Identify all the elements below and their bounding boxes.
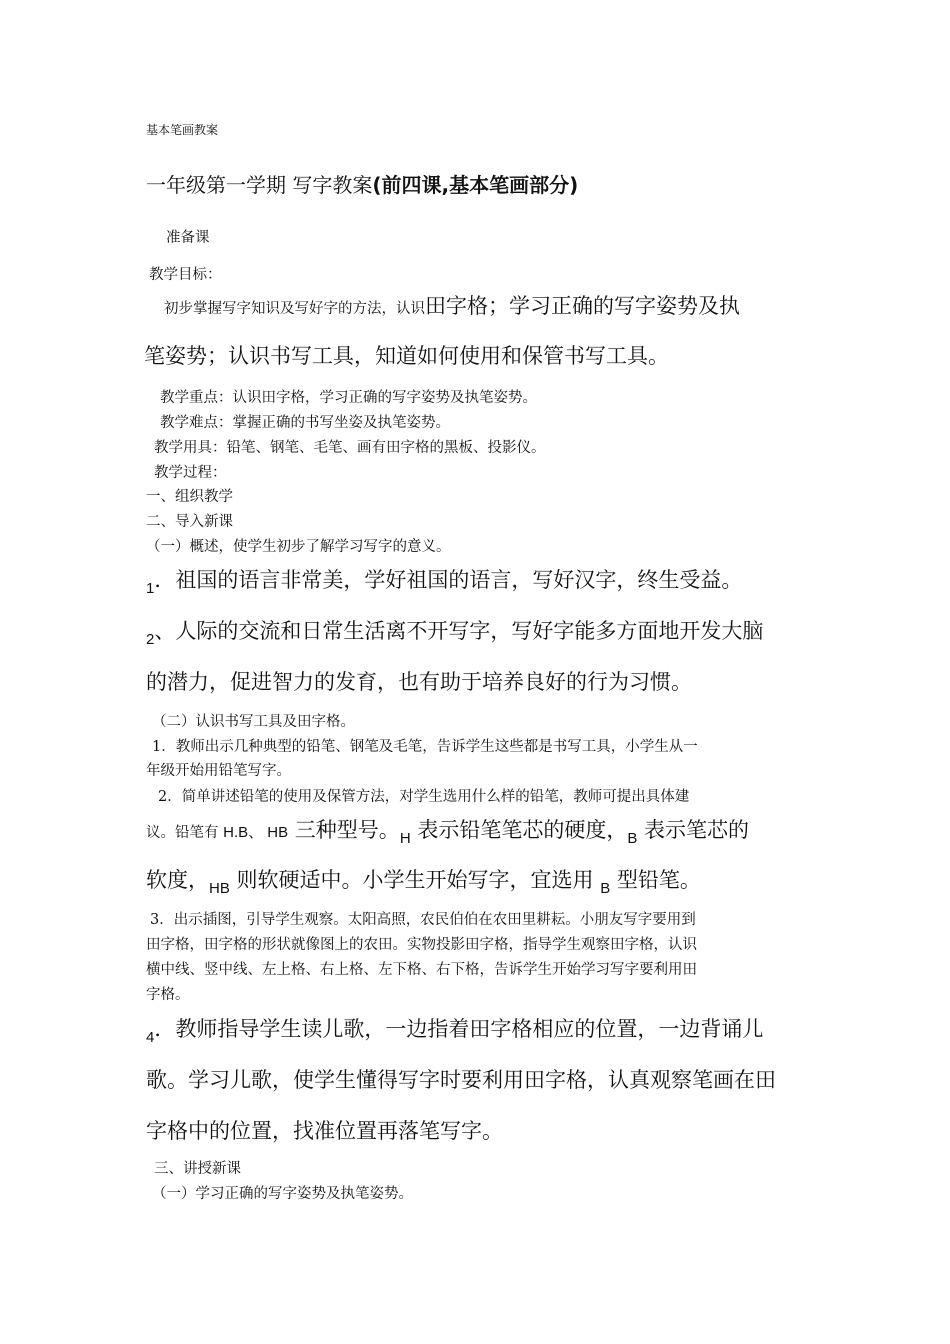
paragraph-1-number: 1	[146, 580, 155, 597]
step-2: 二、导入新课	[146, 514, 233, 530]
step-3: 三、讲授新课	[154, 1161, 241, 1177]
item-2-line-2-f: B	[627, 830, 638, 847]
paragraph-4-text: ．教师指导学生读儿歌，一边指着田字格相应的位置，一边背诵儿	[154, 1017, 764, 1041]
paragraph-1	[146, 568, 743, 597]
paragraph-4	[146, 1017, 764, 1046]
item-2-line-1: 2．简单讲述铅笔的使用及保管方法，对学生选用什么样的铅笔，教师可提出具体建	[158, 789, 690, 805]
paragraph-4-continued-1: 歌。学习儿歌，使学生懂得写字时要利用田字格，认真观察笔画在田	[146, 1068, 776, 1092]
teaching-tools: 教学用具：铅笔、钢笔、毛笔、画有田字格的黑板、投影仪。	[154, 440, 546, 456]
goal-line-1	[164, 296, 740, 317]
goal-line-1-small: 初步掌握写字知识及写好字的方法，认识	[164, 301, 425, 317]
paragraph-2-text: 、人际的交流和日常生活离不开写字，写好字能多方面地开发大脑	[154, 619, 764, 643]
item-2-line-2-b: H.B、 HB	[223, 824, 289, 841]
document-title	[146, 175, 578, 195]
item-2-line-3-d: B	[600, 880, 611, 897]
running-header: 基本笔画教案	[146, 123, 219, 137]
title-part-b: (前四课,基本笔画部分)	[372, 173, 579, 197]
item-2-line-3-c: 则软硬适中。小学生开始写字，宜选用	[229, 868, 601, 892]
paragraph-2-number: 2	[146, 631, 155, 648]
item-2-line-2-d: H	[399, 830, 411, 847]
paragraph-1-text: ．祖国的语言非常美，学好祖国的语言，写好汉字，终生受益。	[154, 568, 743, 592]
item-2-line-3	[146, 868, 701, 897]
paragraph-4-number: 4	[146, 1029, 155, 1046]
item-2-line-2	[146, 818, 750, 847]
item-1-line-2: 年级开始用铅笔写字。	[146, 763, 291, 779]
subsection-2: （二）认识书写工具及田字格。	[152, 714, 355, 730]
paragraph-4-continued-2: 字格中的位置，找准位置再落笔写字。	[146, 1119, 503, 1143]
item-3-line-2: 田字格，田字格的形状就像图上的农田。实物投影田字格，指导学生观察田字格，认识	[146, 937, 697, 953]
item-2-line-2-c: 三种型号。	[288, 818, 400, 842]
item-2-line-2-e: 表示铅笔笔芯的硬度，	[410, 818, 628, 842]
difficulty: 教学难点：掌握正确的书写坐姿及执笔姿势。	[160, 415, 450, 431]
lesson-name: 准备课	[166, 230, 210, 246]
key-point: 教学重点：认识田字格，学习正确的写字姿势及执笔姿势。	[160, 390, 537, 406]
item-2-line-3-b: HB	[209, 880, 230, 897]
item-2-line-2-g: 表示笔芯的	[637, 818, 750, 842]
title-part-a: 一年级第一学期 写字教案	[146, 173, 373, 197]
goal-line-2: 笔姿势；认识书写工具，知道如何使用和保管书写工具。	[144, 344, 669, 368]
item-3-line-4: 字格。	[146, 987, 190, 1003]
item-3-line-1: 3．出示插图，引导学生观察。太阳高照，农民伯伯在农田里耕耘。小朋友写字要用到	[150, 912, 696, 928]
step-1: 一、组织教学	[146, 489, 233, 505]
teaching-process: 教学过程：	[154, 465, 227, 481]
item-1-line-1: 1．教师出示几种典型的铅笔、钢笔及毛笔，告诉学生这些都是书写工具，小学生从一	[152, 739, 698, 755]
subsection-3: （一）学习正确的写字姿势及执笔姿势。	[152, 1186, 413, 1202]
paragraph-2	[146, 619, 764, 648]
item-2-line-3-e: 型铅笔。	[610, 868, 701, 892]
goal-line-1-large: 田字格；学习正确的写字姿势及执	[425, 294, 740, 318]
item-3-line-3: 横中线、竖中线、左上格、右上格、左下格、右下格，告诉学生开始学习写字要利用田	[146, 962, 697, 978]
subsection-1: （一）概述，使学生初步了解学习写字的意义。	[146, 539, 451, 555]
item-2-line-3-a: 软度，	[146, 868, 209, 892]
paragraph-2-continued: 的潜力，促进智力的发育，也有助于培养良好的行为习惯。	[146, 670, 692, 694]
goal-heading: 教学目标：	[149, 267, 222, 283]
item-2-line-2-a: 议。铅笔有	[146, 825, 224, 841]
